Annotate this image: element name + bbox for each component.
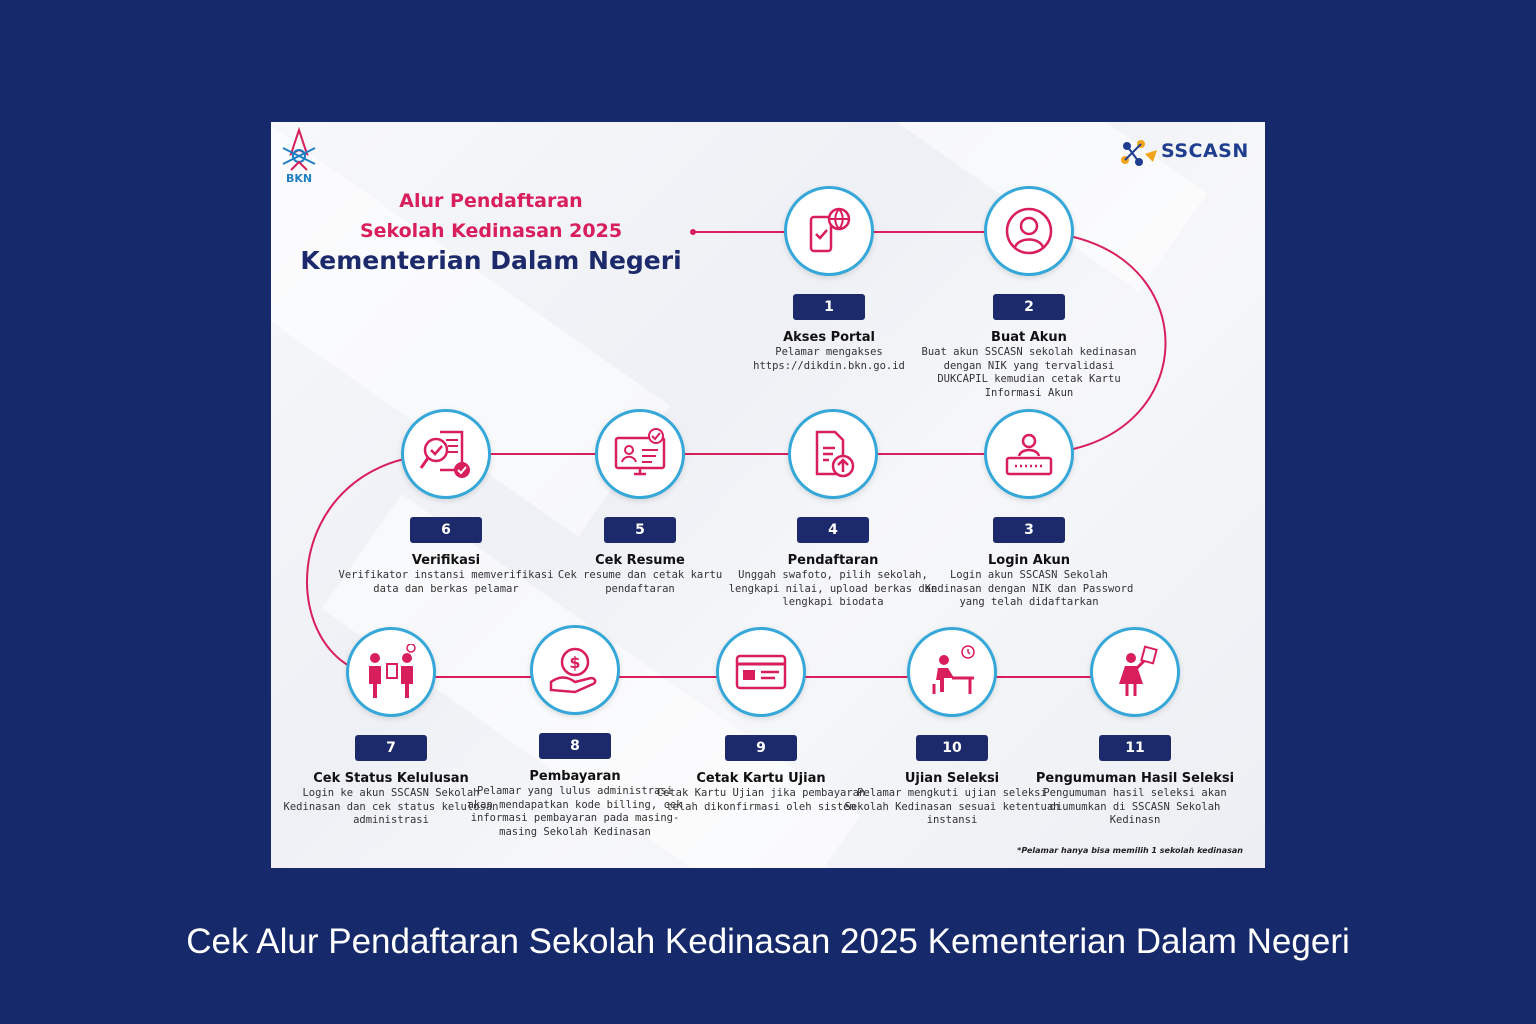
verify-magnifier-icon xyxy=(418,426,474,482)
sscasn-logo-text: SSCASN xyxy=(1161,140,1249,162)
step-10-description: Pelamar mengkuti ujian seleksi Sekolah Kedinasan sesuai ketentuan instansi xyxy=(844,787,1060,826)
step-3-title: Login Akun xyxy=(988,553,1070,568)
step-4-number: 4 xyxy=(797,517,869,543)
step-6-description: Verifikator instansi memverifikasi data dan berkas pelamar xyxy=(338,569,554,595)
step-1-description: Pelamar mengakses https://dikdin.bkn.go.id xyxy=(753,346,905,372)
title-line-2: Sekolah Kedinasan 2025 xyxy=(359,220,623,242)
step-5-description: Cek resume dan cetak kartu pendaftaran xyxy=(557,569,723,595)
coin-hand-icon xyxy=(547,642,603,698)
step-6-number: 6 xyxy=(410,517,482,543)
step-9-circle xyxy=(716,627,806,717)
step-10-number: 10 xyxy=(916,735,988,761)
step-10-title: Ujian Seleksi xyxy=(904,771,1000,786)
user-icon xyxy=(1001,203,1057,259)
step-2-title: Buat Akun xyxy=(991,330,1067,345)
step-5-title: Cek Resume xyxy=(595,553,685,568)
step-1-title: Akses Portal xyxy=(783,330,875,345)
handover-document-icon xyxy=(363,644,419,700)
id-card-icon xyxy=(733,644,789,700)
infographic-card xyxy=(271,122,1265,868)
announcement-icon xyxy=(1107,644,1163,700)
title-line-1: Alur Pendaftaran xyxy=(399,190,583,212)
step-11-description: Pengumuman hasil seleksi akan diumumkan di SSCASN Sekolah Kedinasn xyxy=(1043,787,1227,826)
step-8-description: Pelamar yang lulus administrasi akan mendapatkan kode billing, cek informasi pembayaran pada masing-masing Sekolah Kedinasan xyxy=(467,785,683,838)
step-7-title: Cek Status Kelulusan xyxy=(313,771,469,786)
step-3-circle xyxy=(984,409,1074,499)
step-3-description: Login akun SSCASN Sekolah Kedinasan dengan NIK dan Password yang telah didaftarkan xyxy=(924,569,1134,608)
page-title: Kementerian Dalam Negeri xyxy=(300,246,682,275)
step-11-number: 11 xyxy=(1099,735,1171,761)
step-8-circle xyxy=(530,625,620,715)
step-9-title: Cetak Kartu Ujian xyxy=(696,771,826,786)
step-5-number: 5 xyxy=(604,517,676,543)
login-icon xyxy=(1001,426,1057,482)
step-4-description: Unggah swafoto, pilih sekolah, lengkapi nilai, upload berkas dan lengkapi biodata xyxy=(728,569,938,608)
step-11-circle xyxy=(1090,627,1180,717)
step-6-title: Verifikasi xyxy=(411,553,481,568)
step-1-circle xyxy=(784,186,874,276)
step-8-title: Pembayaran xyxy=(529,769,621,784)
step-1-number: 1 xyxy=(793,294,865,320)
step-3-number: 3 xyxy=(993,517,1065,543)
step-9-description: Cetak Kartu Ujian jika pembayaran telah dikonfirmasi oleh sistem xyxy=(656,787,866,813)
step-2-number: 2 xyxy=(993,294,1065,320)
exam-desk-icon xyxy=(924,644,980,700)
step-10-circle xyxy=(907,627,997,717)
bkn-logo-text: BKN xyxy=(285,172,313,185)
step-8-number: 8 xyxy=(539,733,611,759)
monitor-resume-icon xyxy=(612,426,668,482)
step-4-circle xyxy=(788,409,878,499)
phone-globe-icon xyxy=(801,203,857,259)
step-4-title: Pendaftaran xyxy=(787,553,879,568)
upload-document-icon xyxy=(805,426,861,482)
footnote: *Pelamar hanya bisa memilih 1 sekolah kedinasan xyxy=(1017,846,1243,855)
caption: Cek Alur Pendaftaran Sekolah Kedinasan 2025 Kementerian Dalam Negeri xyxy=(186,922,1350,961)
step-7-number: 7 xyxy=(355,735,427,761)
step-6-circle xyxy=(401,409,491,499)
svg-text:$: $ xyxy=(569,653,581,672)
title-block xyxy=(271,186,711,246)
step-7-description: Login ke akun SSCASN Sekolah Kedinasan dan cek status kelulusan administrasi xyxy=(283,787,499,826)
step-7-circle xyxy=(346,627,436,717)
step-11-title: Pengumuman Hasil Seleksi xyxy=(1035,771,1235,786)
step-5-circle xyxy=(595,409,685,499)
step-2-description: Buat akun SSCASN sekolah kedinasan dengan NIK yang tervalidasi DUKCAPIL kemudian cetak Kartu Informasi Akun xyxy=(921,346,1137,399)
step-2-circle xyxy=(984,186,1074,276)
step-9-number: 9 xyxy=(725,735,797,761)
